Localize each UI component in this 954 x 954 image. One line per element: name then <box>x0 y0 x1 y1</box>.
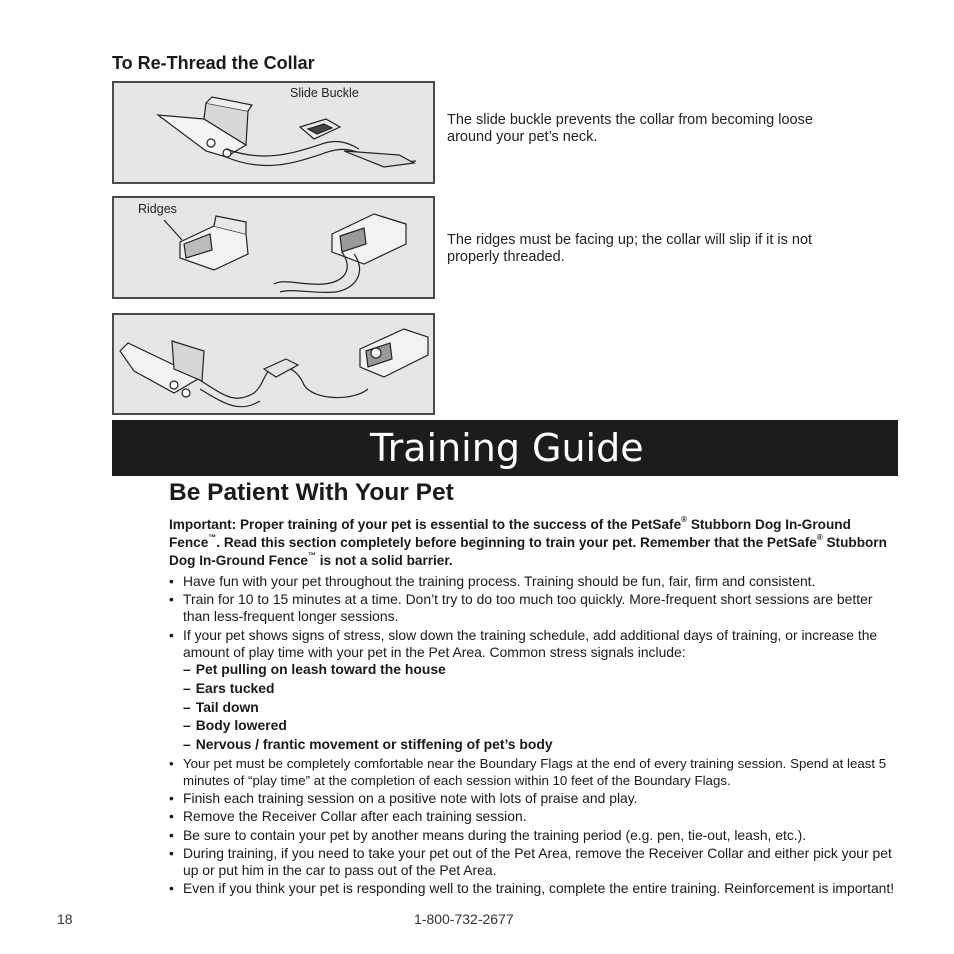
important-notice: Important: Proper training of your pet is essential to the success of the PetSafe® Stubborn Dog In-Ground Fence™. Read this section completely before beginning to train your pet. Remember that the PetSafe® Stubborn Dog In-Ground Fence™ is not a solid barrier. <box>169 515 887 568</box>
bullet-icon: • <box>169 755 174 771</box>
bullet-icon: • <box>169 626 174 643</box>
trademark-mark: ™ <box>208 533 217 542</box>
stress-signal-item: – Nervous / frantic movement or stiffening of pet’s body <box>183 736 553 753</box>
bullet-icon: • <box>169 790 174 807</box>
bullet-icon: • <box>169 591 174 608</box>
support-phone: 1-800-732-2677 <box>414 911 514 927</box>
slide-buckle-illustration <box>114 83 433 182</box>
rethread-heading: To Re-Thread the Collar <box>112 53 315 73</box>
bullet-icon: • <box>169 573 174 589</box>
banner-title: Training Guide <box>370 426 644 470</box>
stress-signal-item: – Tail down <box>183 698 259 715</box>
slide-buckle-label: Slide Buckle <box>290 86 359 100</box>
ridges-figure <box>112 196 435 299</box>
slide-buckle-figure <box>112 81 435 184</box>
list-item: • If your pet shows signs of stress, slow down the training schedule, add additional days of training, or increase the amount of play time with your pet in the Pet Area. Common stress signals include: – Pet pulling on leash toward the house – Ears tucked – Tail down – Body lowered – Nervous / frantic movement or stiffening of pet’s body <box>169 627 899 754</box>
list-item: • Train for 10 to 15 minutes at a time. Don’t try to do too much too quickly. More-frequent short sessions are better than less-frequent longer sessions. <box>169 591 873 625</box>
stress-signal-item: – Ears tucked <box>183 679 275 696</box>
threaded-collar-figure <box>112 313 435 415</box>
list-item: • Finish each training session on a positive note with lots of praise and play. <box>169 790 638 807</box>
bullet-icon: • <box>169 880 174 897</box>
list-item: • Have fun with your pet throughout the training process. Training should be fun, fair, firm and consistent. <box>169 573 816 589</box>
threaded-collar-illustration <box>114 315 433 413</box>
section-heading: Be Patient With Your Pet <box>169 479 454 506</box>
registered-mark: ® <box>681 515 688 524</box>
registered-mark: ® <box>816 533 823 542</box>
stress-signal-item: – Pet pulling on leash toward the house <box>183 661 446 678</box>
ridges-caption: The ridges must be facing up; the collar will slip if it is not properly threaded. <box>447 232 813 265</box>
bullet-icon: • <box>169 808 174 825</box>
slide-buckle-caption: The slide buckle prevents the collar from becoming loose around your pet’s neck. <box>447 112 813 145</box>
list-item: • During training, if you need to take your pet out of the Pet Area, remove the Receiver Collar and either pick your pet up or put him in the car to pass out of the Pet Area. <box>169 844 892 879</box>
bullet-icon: • <box>169 844 174 861</box>
stress-signal-item: – Body lowered <box>183 717 287 734</box>
stress-signals-list <box>183 661 899 753</box>
list-item: • Be sure to contain your pet by another means during the training period (e.g. pen, tie-out, leash, etc.). <box>169 826 807 843</box>
ridges-label: Ridges <box>138 202 177 216</box>
list-item: • Even if you think your pet is responding well to the training, complete the entire training. Reinforcement is important! <box>169 880 895 897</box>
training-guide-banner <box>112 420 898 476</box>
list-item: • Remove the Receiver Collar after each training session. <box>169 808 527 825</box>
list-item: • Your pet must be completely comfortable near the Boundary Flags at the end of every training session. Spend at least 5 minutes of “play time” at the completion of each session within 10 feet of the Boundary Flags. <box>169 755 887 788</box>
training-tips-list <box>169 573 899 898</box>
page-number: 18 <box>57 911 73 927</box>
trademark-mark: ™ <box>307 551 316 560</box>
bullet-icon: • <box>169 826 174 843</box>
